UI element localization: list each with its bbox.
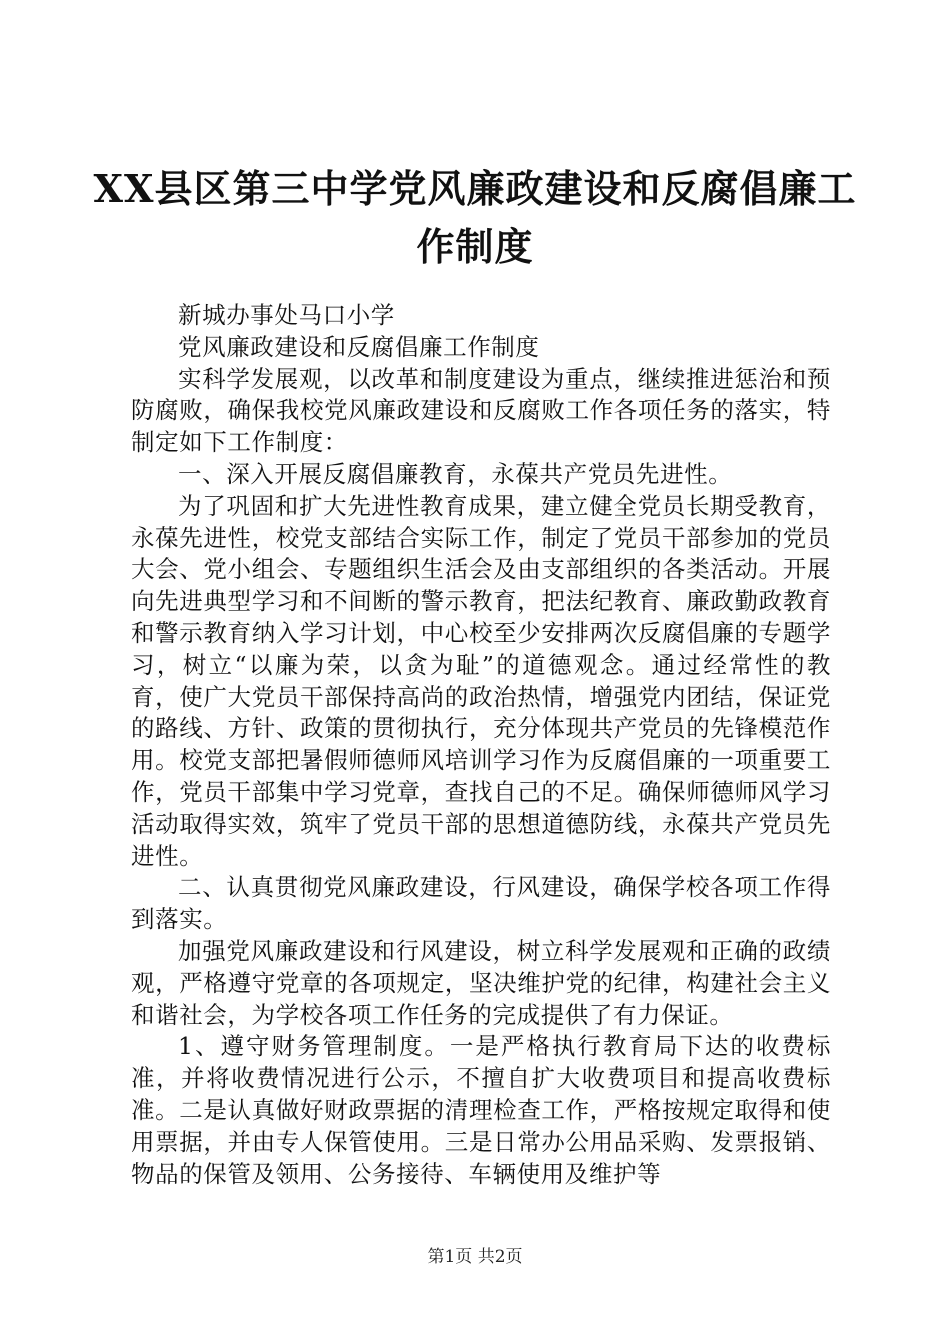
document-title-line-2: 作制度 <box>416 224 534 269</box>
section-heading-2: 二、认真贯彻党风廉政建设，行风建设，确保学校各项工作得到落实。 <box>131 873 831 934</box>
paragraph-item-1: 1、遵守财务管理制度。一是严格执行教育局下达的收费标准，并将收费情况进行公示，不擅自扩大收费项目和提高收费标准。二是认真做好财政票据的清理检查工作，严格按规定取得和使用票据，并由专人保管使用。三是日常办公用品采购、发票报销、物品的保管及领用、公务接待、车辆使用及维护等 <box>131 1032 831 1188</box>
paragraph-section-1: 为了巩固和扩大先进性教育成果，建立健全党员长期受教育，永葆先进性，校党支部结合实际工作，制定了党员干部参加的党员大会、党小组会、专题组织生活会及由支部组织的各类活动。开展向先进典型学习和不间断的警示教育，把法纪教育、廉政勤政教育和警示教育纳入学习计划，中心校至少安排两次反腐倡廉的专题学习，树立“以廉为荣，以贪为耻”的道德观念。通过经常性的教育，使广大党员干部保持高尚的政治热情，增强党内团结，保证党的路线、方针、政策的贯彻执行，充分体现共产党员的先锋模范作用。校党支部把暑假师德师风培训学习作为反腐倡廉的一项重要工作，党员干部集中学习党章，查找自己的不足。确保师德师风学习活动取得实效，筑牢了党员干部的思想道德防线，永葆共产党员先进性。 <box>131 491 831 870</box>
paragraph-subtitle: 党风廉政建设和反腐倡廉工作制度 <box>178 332 540 361</box>
section-heading-1: 一、深入开展反腐倡廉教育，永葆共产党员先进性。 <box>178 459 733 488</box>
paragraph-intro: 实科学发展观，以改革和制度建设为重点，继续推进惩治和预防腐败，确保我校党风廉政建设和反腐败工作各项任务的落实，特制定如下工作制度： <box>131 364 831 457</box>
paragraph-school-name: 新城办事处马口小学 <box>178 301 395 329</box>
document-body <box>131 300 831 1190</box>
page-footer: 第1页 共2页 <box>427 1247 523 1267</box>
document-title-line-1: XX县区第三中学党风廉政建设和反腐倡廉工 <box>93 166 857 211</box>
paragraph-section-2: 加强党风廉政建设和行风建设，树立科学发展观和正确的政绩观，严格遵守党章的各项规定，坚决维护党的纪律，构建社会主义和谐社会，为学校各项工作任务的完成提供了有力保证。 <box>131 936 831 1029</box>
